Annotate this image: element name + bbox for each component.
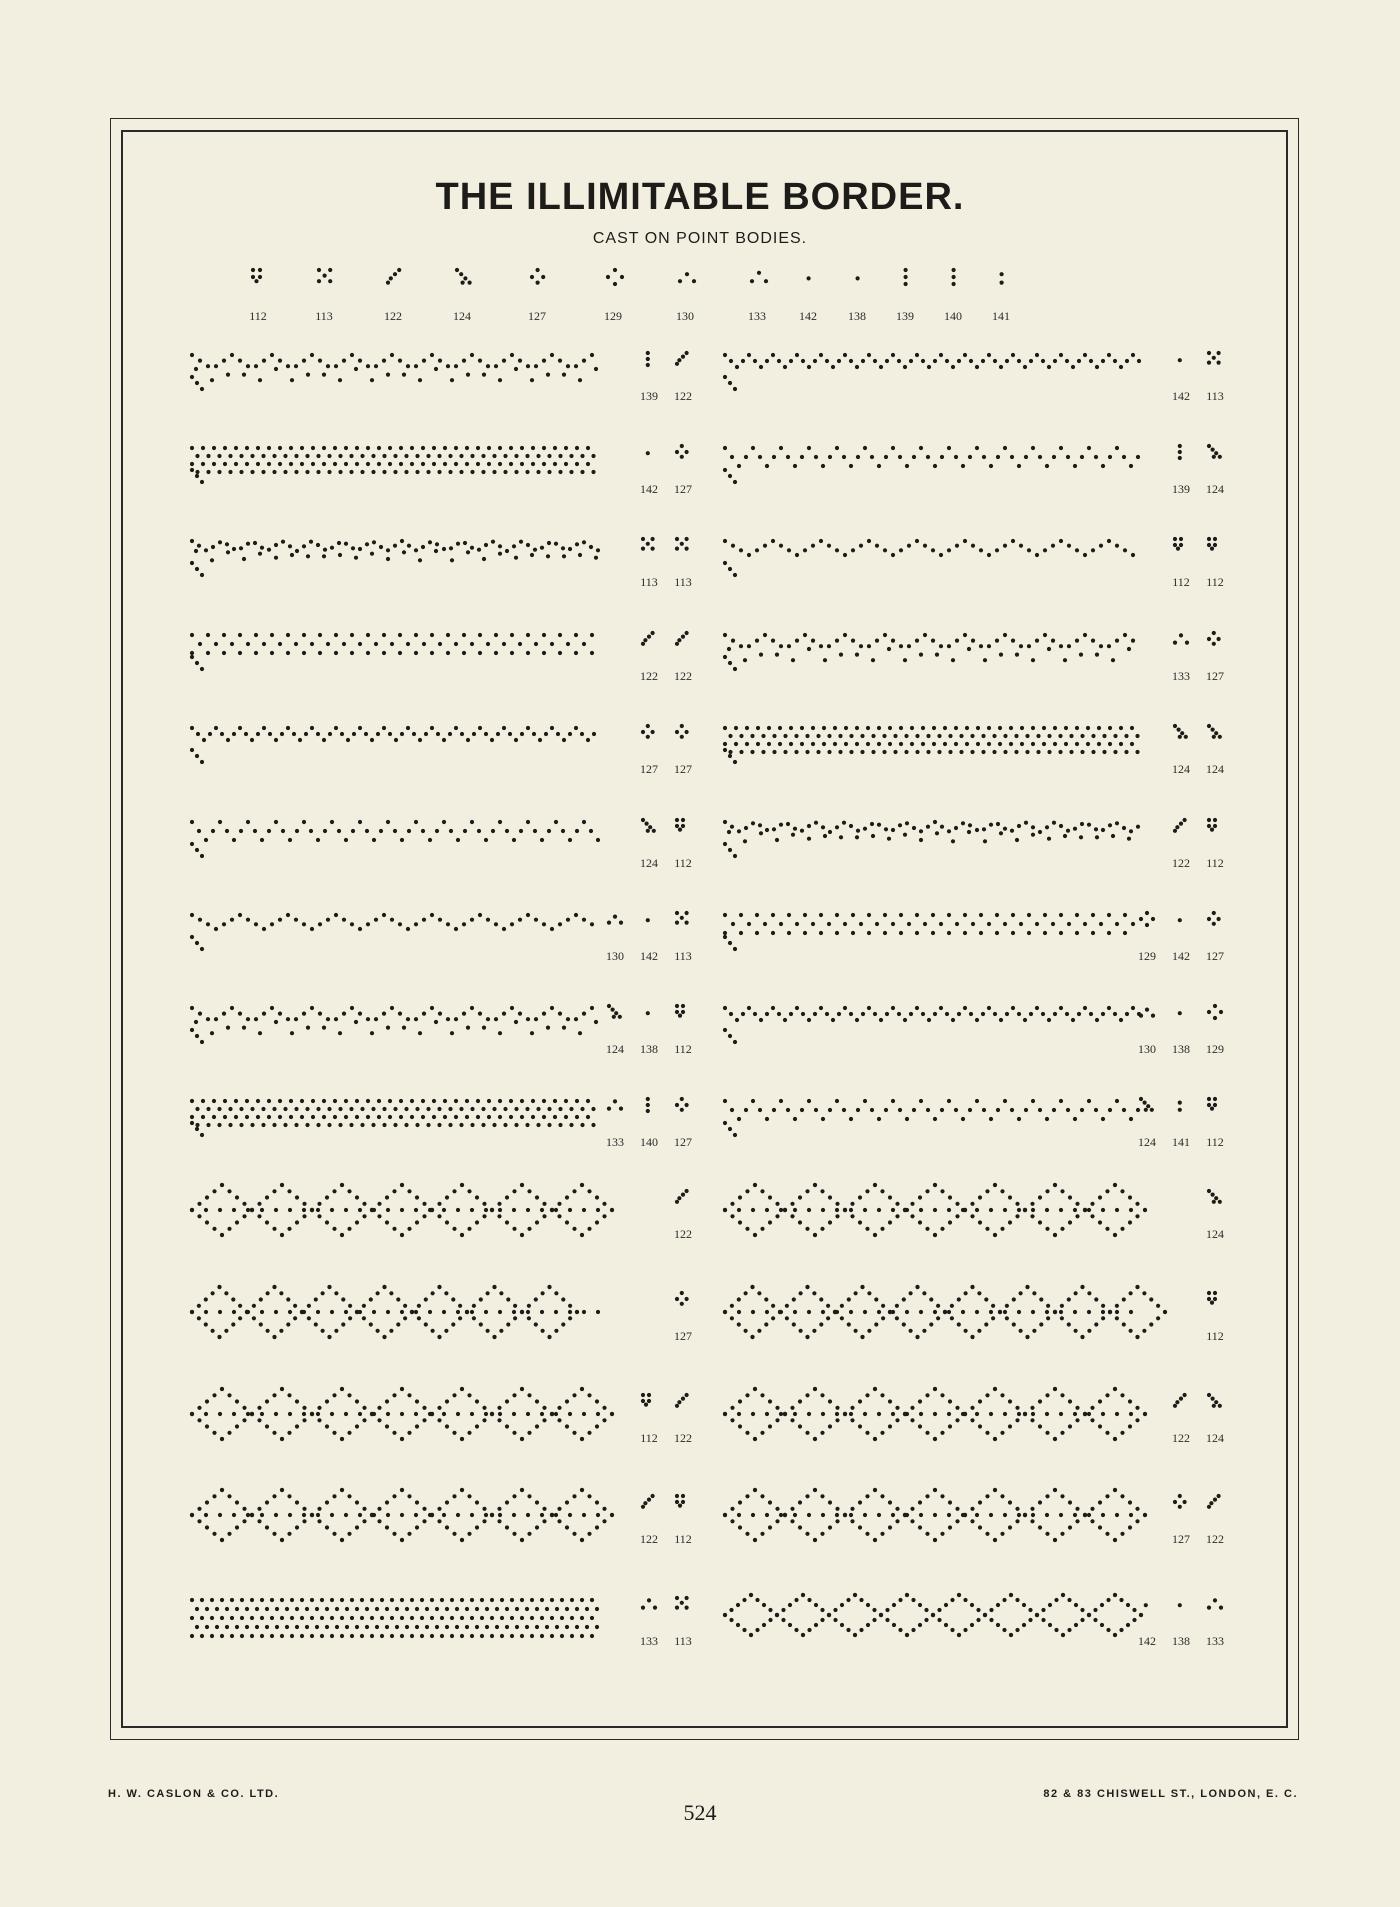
single-piece-140 <box>944 268 962 323</box>
single-piece-113 <box>315 268 333 323</box>
piece-number: 112 <box>1206 1135 1224 1149</box>
single-piece-number: 113 <box>315 309 333 323</box>
border-strip-left-1 <box>190 351 692 403</box>
piece-number: 129 <box>1138 949 1156 963</box>
piece-number: 142 <box>1138 1634 1156 1648</box>
piece-number: 127 <box>674 1329 692 1343</box>
piece-number: 138 <box>1172 1042 1190 1056</box>
border-strip-left-3 <box>190 537 692 589</box>
single-piece-number: 141 <box>992 309 1010 323</box>
piece-number: 113 <box>1206 389 1224 403</box>
piece-number: 113 <box>674 949 692 963</box>
piece-number: 122 <box>1172 1431 1190 1445</box>
border-strip-right-13 <box>723 1488 1224 1546</box>
single-piece-139 <box>896 268 914 323</box>
border-strip-right-5 <box>723 724 1224 776</box>
piece-number: 142 <box>640 949 658 963</box>
piece-number: 112 <box>640 1431 658 1445</box>
piece-number: 122 <box>640 669 658 683</box>
border-strip-left-10 <box>190 1183 692 1241</box>
piece-number: 127 <box>1172 1532 1190 1546</box>
piece-number: 127 <box>1206 669 1224 683</box>
border-strip-left-7 <box>190 911 692 963</box>
single-piece-138 <box>848 276 866 323</box>
piece-number: 112 <box>1206 856 1224 870</box>
single-piece-number: 112 <box>249 309 267 323</box>
border-strip-right-4 <box>723 631 1224 683</box>
border-strip-right-14 <box>723 1593 1224 1648</box>
piece-number: 140 <box>640 1135 658 1149</box>
piece-number: 127 <box>1206 949 1224 963</box>
border-strip-right-3 <box>723 537 1224 589</box>
single-piece-number: 133 <box>748 309 766 323</box>
single-piece-133 <box>748 271 768 323</box>
border-strip-right-2 <box>723 444 1224 496</box>
single-piece-124 <box>453 268 472 323</box>
page-number: 524 <box>683 1800 717 1825</box>
footer-publisher: H. W. CASLON & CO. LTD. <box>108 1788 280 1800</box>
piece-number: 122 <box>640 1532 658 1546</box>
piece-number: 127 <box>674 762 692 776</box>
piece-number: 124 <box>606 1042 624 1056</box>
border-strip-right-6 <box>723 818 1224 870</box>
border-strip-right-9 <box>723 1097 1224 1149</box>
border-strip-right-7 <box>723 911 1224 963</box>
piece-number: 142 <box>1172 949 1190 963</box>
piece-number: 133 <box>1172 669 1190 683</box>
single-piece-141 <box>992 272 1010 323</box>
footer-address: 82 & 83 CHISWELL ST., LONDON, E. C. <box>1043 1788 1298 1800</box>
single-piece-129 <box>604 268 624 323</box>
piece-number: 139 <box>640 389 658 403</box>
single-piece-127 <box>528 268 546 323</box>
border-strip-left-9 <box>190 1097 692 1149</box>
piece-number: 122 <box>674 669 692 683</box>
piece-number: 112 <box>674 856 692 870</box>
border-strip-left-12 <box>190 1387 692 1445</box>
border-strip-right-1 <box>723 351 1224 403</box>
piece-number: 124 <box>1138 1135 1156 1149</box>
border-strip-left-4 <box>190 631 692 683</box>
border-strip-right-10 <box>723 1183 1224 1241</box>
piece-number: 112 <box>1206 1329 1224 1343</box>
piece-number: 112 <box>674 1532 692 1546</box>
piece-number: 138 <box>640 1042 658 1056</box>
piece-number: 122 <box>1172 856 1190 870</box>
single-piece-number: 140 <box>944 309 962 323</box>
single-piece-number: 124 <box>453 309 471 323</box>
piece-number: 127 <box>674 482 692 496</box>
piece-number: 112 <box>1172 575 1190 589</box>
piece-number: 124 <box>1172 762 1190 776</box>
piece-number: 133 <box>606 1135 624 1149</box>
piece-number: 113 <box>674 575 692 589</box>
border-strip-right-8 <box>723 1004 1224 1056</box>
piece-number: 112 <box>1206 575 1224 589</box>
piece-number: 122 <box>674 1227 692 1241</box>
border-strip-left-14 <box>190 1596 692 1648</box>
single-piece-number: 127 <box>528 309 546 323</box>
border-strip-right-11 <box>723 1285 1224 1343</box>
piece-number: 124 <box>1206 1227 1224 1241</box>
single-piece-number: 139 <box>896 309 914 323</box>
single-piece-number: 138 <box>848 309 866 323</box>
piece-number: 127 <box>674 1135 692 1149</box>
piece-number: 133 <box>640 1634 658 1648</box>
piece-number: 122 <box>1206 1532 1224 1546</box>
border-strip-left-5 <box>190 724 692 776</box>
piece-number: 124 <box>1206 762 1224 776</box>
piece-number: 138 <box>1172 1634 1190 1648</box>
border-strip-left-2 <box>190 444 692 496</box>
piece-number: 142 <box>1172 389 1190 403</box>
single-piece-142 <box>799 276 817 323</box>
single-piece-number: 130 <box>676 309 694 323</box>
single-piece-number: 129 <box>604 309 622 323</box>
border-strip-left-11 <box>190 1285 692 1343</box>
piece-number: 130 <box>606 949 624 963</box>
piece-number: 139 <box>1172 482 1190 496</box>
border-strip-left-8 <box>190 1004 692 1056</box>
border-strip-right-12 <box>723 1387 1224 1445</box>
piece-number: 141 <box>1172 1135 1190 1149</box>
piece-number: 113 <box>674 1634 692 1648</box>
single-piece-number: 142 <box>799 309 817 323</box>
page-subtitle: CAST ON POINT BODIES. <box>592 230 808 247</box>
piece-number: 124 <box>1206 1431 1224 1445</box>
piece-number: 130 <box>1138 1042 1156 1056</box>
single-piece-112 <box>249 268 267 323</box>
single-piece-122 <box>384 268 402 323</box>
border-strip-left-13 <box>190 1488 692 1546</box>
piece-number: 142 <box>640 482 658 496</box>
single-piece-number: 122 <box>384 309 402 323</box>
border-strip-left-6 <box>190 818 692 870</box>
page-title: THE ILLIMITABLE BORDER. <box>435 176 965 218</box>
piece-number: 122 <box>674 389 692 403</box>
piece-number: 122 <box>674 1431 692 1445</box>
piece-number: 124 <box>1206 482 1224 496</box>
piece-number: 124 <box>640 856 658 870</box>
piece-number: 113 <box>640 575 658 589</box>
piece-number: 127 <box>640 762 658 776</box>
piece-number: 112 <box>674 1042 692 1056</box>
piece-number: 133 <box>1206 1634 1224 1648</box>
piece-number: 129 <box>1206 1042 1224 1056</box>
single-piece-130 <box>676 272 696 323</box>
